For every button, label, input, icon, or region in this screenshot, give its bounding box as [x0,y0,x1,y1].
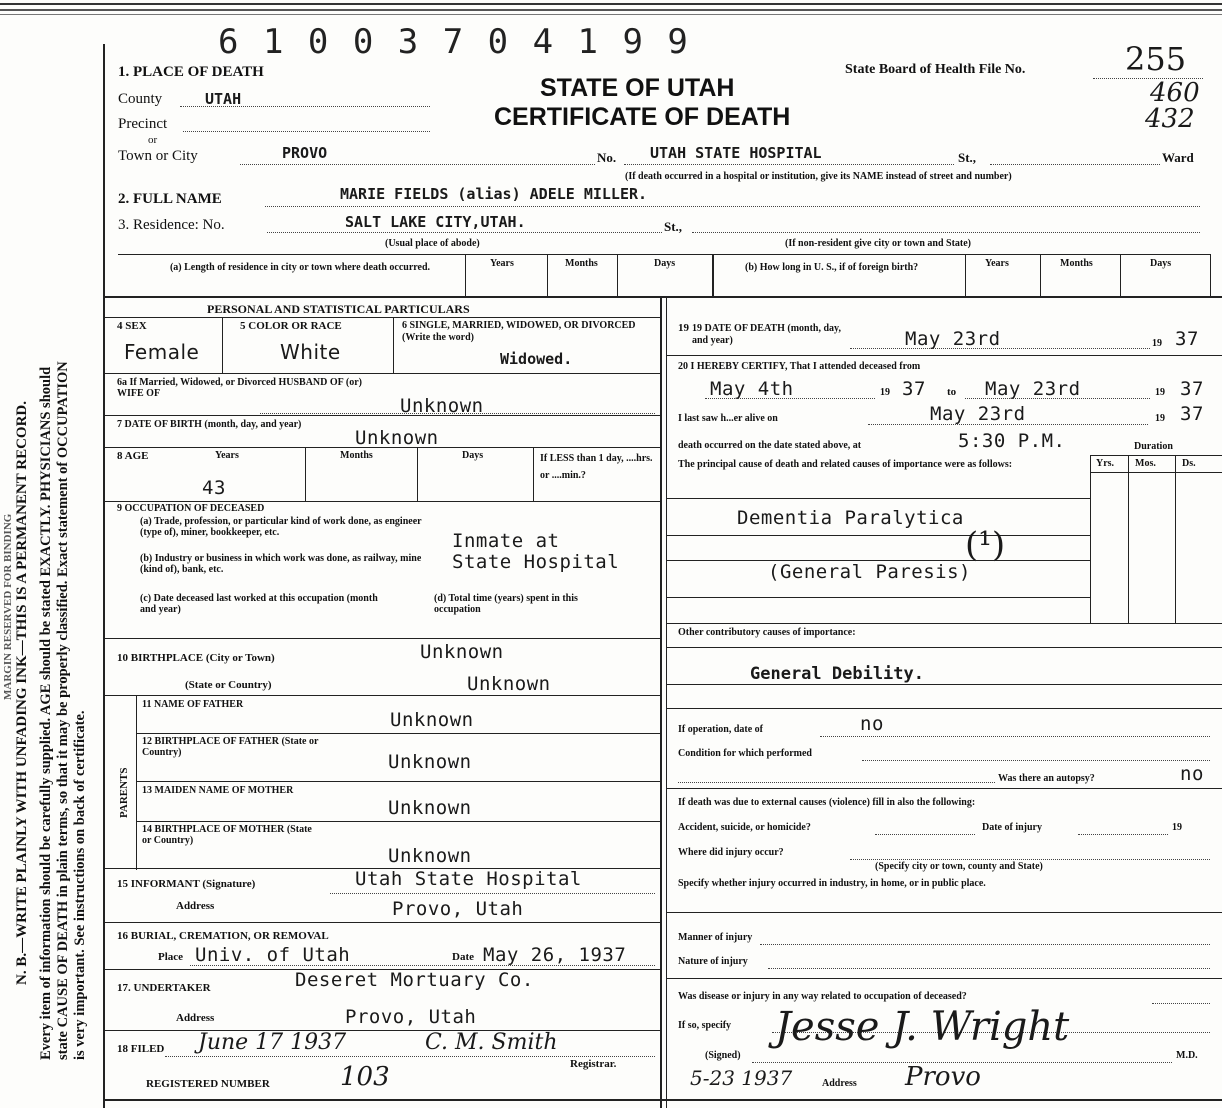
institution-value: UTAH STATE HOSPITAL [650,144,822,162]
informant-label: 15 INFORMANT (Signature) [117,878,256,890]
certify-label: 20 I HEREBY CERTIFY, That I attended deceased from [678,361,921,372]
from-line [705,398,875,399]
signature-date: 5-23 1937 [690,1066,793,1090]
birthplace-state-label: (State or Country) [185,679,272,691]
duration-yrs: Yrs. [1096,458,1115,469]
age-col-2 [417,447,418,501]
file-margin-number-1: 460 [1150,78,1200,108]
injury-date-line [1078,834,1168,835]
md-label: M.D. [1176,1050,1198,1061]
personal-header: PERSONAL AND STATISTICAL PARTICULARS [207,302,470,316]
mother-name-label: 13 MAIDEN NAME OF MOTHER [142,785,294,796]
burial-place-value: Univ. of Utah [195,944,351,966]
manner-label: Manner of injury [678,932,753,943]
duration-mos: Mos. [1135,458,1156,469]
attended-to: May 23rd [985,378,1081,400]
age-col-3 [533,447,534,501]
sig-address-value: Provo [905,1062,981,1092]
mother-name-value: Unknown [388,797,472,819]
cause-secondary: (General Paresis) [768,561,971,583]
sex-col [222,317,223,373]
death-at-label: death occurred on the date stated above, at [678,440,862,451]
registrar-label: Registrar. [570,1058,617,1070]
duration-col-3 [1175,455,1176,623]
res-col-7 [1120,254,1121,296]
contrib-line-3 [666,708,1222,709]
father-bp-row-line [136,781,660,782]
occ-disease-line [1152,1003,1210,1004]
informant-address-label: Address [176,900,215,912]
full-name-label: 2. FULL NAME [118,191,222,207]
autopsy-row-line [666,788,1222,789]
accident-line [875,834,975,835]
precinct-line [183,131,430,132]
attended-from-year: 37 [902,378,926,400]
cause-handmark: (¹) [965,525,1006,565]
dod-value: May 23rd [905,328,1001,350]
attended-to-year: 37 [1180,378,1204,400]
registrar-signature: C. M. Smith [425,1030,558,1055]
lastsaw-label: I last saw h...er alive on [678,413,778,424]
res-us-label: (b) How long in U. S., if of foreign birth? [745,262,919,273]
contrib-line-2 [666,684,1222,685]
specify-label: Specify whether injury occurred in industry, in home, or in public place. [678,878,986,889]
town-label: Town or City [118,148,198,164]
precinct-label: Precinct [118,116,168,132]
birthplace-value: Unknown [420,641,504,663]
father-row-line [136,733,660,734]
res-col-3 [617,254,618,296]
ifso-label: If so, specify [678,1020,732,1031]
duration-label: Duration [1134,441,1173,452]
full-name-line [265,206,1200,207]
occupation-c-label: (c) Date deceased last worked at this occupation (month and year) [140,593,378,615]
res-col-4 [712,254,714,296]
dod-label-num: 19 [678,322,689,334]
birthplace-label: 10 BIRTHPLACE (City or Town) [117,652,275,664]
res-days-label: Days [654,258,676,269]
file-number: 255 [1125,40,1187,78]
color-value: White [280,340,341,364]
margin-note-1: N. B.—WRITE PLAINLY WITH UNFADING INK—THIS IS A PERMANENT RECORD. [14,401,30,985]
duration-header-line [1090,472,1222,473]
father-name-label: 11 NAME OF FATHER [142,699,244,710]
where-line [850,859,1210,860]
age-days-label: Days [462,450,484,461]
occupation-value-2: State Hospital [452,551,620,573]
residence-st-label: St., [664,219,683,234]
sig-address-label: Address [822,1078,857,1089]
filed-value: June 17 1937 [198,1030,347,1055]
injury-year-label: 19 [1172,822,1182,833]
age-years-label: Years [215,450,239,461]
occupation-row-line [103,638,660,639]
top-border-2 [0,9,1222,11]
undertaker-row-line [103,1030,660,1031]
duration-col-1 [1090,455,1091,623]
serial-number: 6 1 0 0 3 7 0 4 1 9 9 [218,22,690,62]
institution-line [624,164,954,165]
st-label: St., [958,150,977,165]
principal-cause-label: The principal cause of death and related causes of importance were as follows: [678,459,1013,470]
occupation-value-1: Inmate at [452,530,560,552]
informant-line [330,893,655,894]
cause-line-4 [666,597,1090,598]
age-less-label: If LESS than 1 day, ....hrs. or ....min.? [540,453,653,481]
res-months-label: Months [565,258,598,269]
usual-abode-note: (Usual place of abode) [385,238,480,249]
town-line [240,164,595,165]
res-col-1 [465,254,466,296]
occupation-d-label: (d) Total time (years) spent in this occupation [434,593,578,615]
undertaker-value: Deseret Mortuary Co. [295,969,534,991]
filed-line [165,1056,655,1057]
mother-row-line [136,821,660,822]
institution-note: (If death occurred in a hospital or institution, give its NAME instead of street and number) [625,171,1012,182]
lastsaw-year: 37 [1180,403,1204,425]
color-col [393,317,394,373]
parents-label: PARENTS [118,767,130,818]
ward-line [990,164,1160,165]
dod-year-prefix: 19 [1152,338,1162,349]
file-margin-number-2: 432 [1145,104,1195,134]
regno-value: 103 [340,1062,390,1092]
birthplace-state-value: Unknown [467,673,551,695]
duration-col-2 [1128,455,1129,623]
spouse-label: 6a If Married, Widowed, or Divorced HUSBAND OF (or) WIFE OF [117,377,362,399]
sex-label: 4 SEX [117,320,147,332]
autopsy-label: Was there an autopsy? [998,773,1095,784]
filed-label: 18 FILED [117,1043,165,1055]
column-divider-2 [666,296,667,1108]
burial-label: 16 BURIAL, CREMATION, OR REMOVAL [117,930,329,942]
contrib-line-1 [666,647,1222,648]
condition-line [862,760,1210,761]
town-value: PROVO [282,144,328,162]
top-border-3 [0,14,1222,15]
duration-ds: Ds. [1182,458,1196,469]
sex-row-line [103,373,660,374]
occupation-label: 9 OCCUPATION OF DECEASED [117,503,265,514]
res-col-2 [547,254,548,296]
operation-value: no [860,713,884,735]
res-length-label: (a) Length of residence in city or town where death occurred. [169,262,431,273]
occupation-b-label: (b) Industry or business in which work was done, as railway, mine (kind of), bank, etc. [140,553,422,575]
birthplace-row-line [103,695,660,696]
death-time: 5:30 P.M. [958,430,1066,452]
age-col-1 [305,447,306,501]
duration-top-line [1090,455,1222,456]
burial-date-value: May 26, 1937 [483,944,627,966]
external-label: If death was due to external causes (violence) fill in also the following: [678,797,976,808]
informant-address-value: Provo, Utah [392,898,524,920]
occ-disease-label: Was disease or injury in any way related to occupation of deceased? [678,991,967,1002]
res-col-6 [1040,254,1041,296]
where-label: Where did injury occur? [678,847,784,858]
age-months-label: Months [340,450,373,461]
res-us-years-label: Years [985,258,1009,269]
to-label: to [947,386,957,398]
from-year-prefix: 19 [880,387,890,398]
cause-primary: Dementia Paralytica [737,507,964,529]
marital-value: Widowed. [500,350,573,368]
margin-note-4: is very important. See instructions on back of certificate. [72,710,88,1060]
no-label: No. [597,150,617,165]
father-birthplace-value: Unknown [388,751,472,773]
color-label: 5 COLOR OR RACE [240,320,342,332]
attended-from: May 4th [710,378,794,400]
res-box-top [118,254,1210,255]
res-col-8 [1210,254,1211,296]
regno-label: REGISTERED NUMBER [146,1078,270,1090]
dob-label: 7 DATE OF BIRTH (month, day, and year) [117,419,302,430]
res-us-days-label: Days [1150,258,1172,269]
age-value: 43 [202,477,226,499]
res-us-months-label: Months [1060,258,1093,269]
res-col-5 [965,254,966,296]
left-frame [103,44,105,1108]
bottom-frame [103,1099,1222,1101]
to-line [965,398,1150,399]
nature-label: Nature of injury [678,956,748,967]
nature-line [768,968,1210,969]
condition-label: Condition for which performed [678,748,812,759]
marital-label: 6 SINGLE, MARRIED, WIDOWED, OR DIVORCED (Write the word) [402,320,636,343]
physician-signature: Jesse J. Wright [775,1004,1070,1050]
margin-binding-note: MARGIN RESERVED FOR BINDING [2,513,14,700]
operation-label: If operation, date of [678,724,763,735]
dob-value: Unknown [355,427,439,449]
cause-bottom-line [666,623,1222,624]
contrib-label: Other contributory causes of importance: [678,627,856,638]
burial-place-label: Place [158,951,184,963]
state-title: STATE OF UTAH [540,74,735,102]
burial-date-label: Date [452,951,474,963]
residence-st-line [692,232,1200,233]
lastsaw-line [868,424,1148,425]
manner-line [760,944,1210,945]
dob-row-line [103,447,660,448]
res-box-bottom [103,296,1222,298]
to-year-prefix: 19 [1155,387,1165,398]
contrib-value: General Debility. [750,664,924,684]
nonresident-note: (If non-resident give city or town and State) [785,238,972,249]
undertaker-address-value: Provo, Utah [345,1006,477,1028]
informant-value: Utah State Hospital [355,868,582,890]
dod-row-line [666,355,1222,356]
county-label: County [118,91,163,107]
margin-note-3: state CAUSE OF DEATH in plain terms, so that it may be properly classified. Exact statement of OCCUPATION [55,361,71,1060]
father-birthplace-label: 12 BIRTHPLACE OF FATHER (State or Country) [142,736,319,758]
age-label: 8 AGE [117,450,149,462]
informant-row-line [103,922,660,923]
dod-label: 19 DATE OF DEATH (month, day, and year) [692,323,841,346]
autopsy-value: no [1180,763,1204,785]
or-label: or [148,134,158,146]
top-border [0,3,1222,5]
father-name-value: Unknown [390,709,474,731]
lastsaw-year-prefix: 19 [1155,413,1165,424]
personal-header-line [103,317,660,318]
file-label: State Board of Health File No. [845,62,1026,77]
where-note: (Specify city or town, county and State) [875,861,1043,872]
ward-label: Ward [1162,150,1194,165]
county-value: UTAH [205,90,242,108]
condition-line-2 [678,782,995,783]
undertaker-label: 17. UNDERTAKER [117,982,211,994]
res-years-label: Years [490,258,514,269]
cause-line-1 [666,498,1090,499]
injury-date-label: Date of injury [982,822,1042,833]
full-name-value: MARIE FIELDS (alias) ADELE MILLER. [340,185,648,203]
operation-line [820,736,1210,737]
mother-birthplace-label: 14 BIRTHPLACE OF MOTHER (State or Country) [142,824,312,846]
certificate-title: CERTIFICATE OF DEATH [494,103,791,131]
mother-birthplace-value: Unknown [388,845,472,867]
margin-note-2: Every item of information should be carefully supplied. AGE should be stated EXACTLY. PHYSICIANS should [38,366,54,1060]
residence-line [267,232,662,233]
nature-row-line [666,978,1222,979]
spouse-row-line [103,415,660,416]
parents-col [136,695,137,870]
lastsaw-value: May 23rd [930,403,1026,425]
occupation-a-label: (a) Trade, profession, or particular kind of work done, as engineer (type of), miner, bookkeeper, etc. [140,516,422,538]
age-row-line [103,501,660,502]
undertaker-address-label: Address [176,1012,215,1024]
accident-label: Accident, suicide, or homicide? [678,822,811,833]
place-of-death-label: 1. PLACE OF DEATH [118,64,264,80]
dod-year: 37 [1175,328,1199,350]
residence-value: SALT LAKE CITY,UTAH. [345,213,526,231]
spouse-value: Unknown [400,395,484,417]
cause-line-2 [666,535,1090,536]
signed-label: (Signed) [705,1050,741,1061]
sex-value: Female [124,340,200,364]
residence-label: 3. Residence: No. [118,217,225,233]
column-divider [660,296,662,1108]
specify-row-line [666,912,1222,913]
